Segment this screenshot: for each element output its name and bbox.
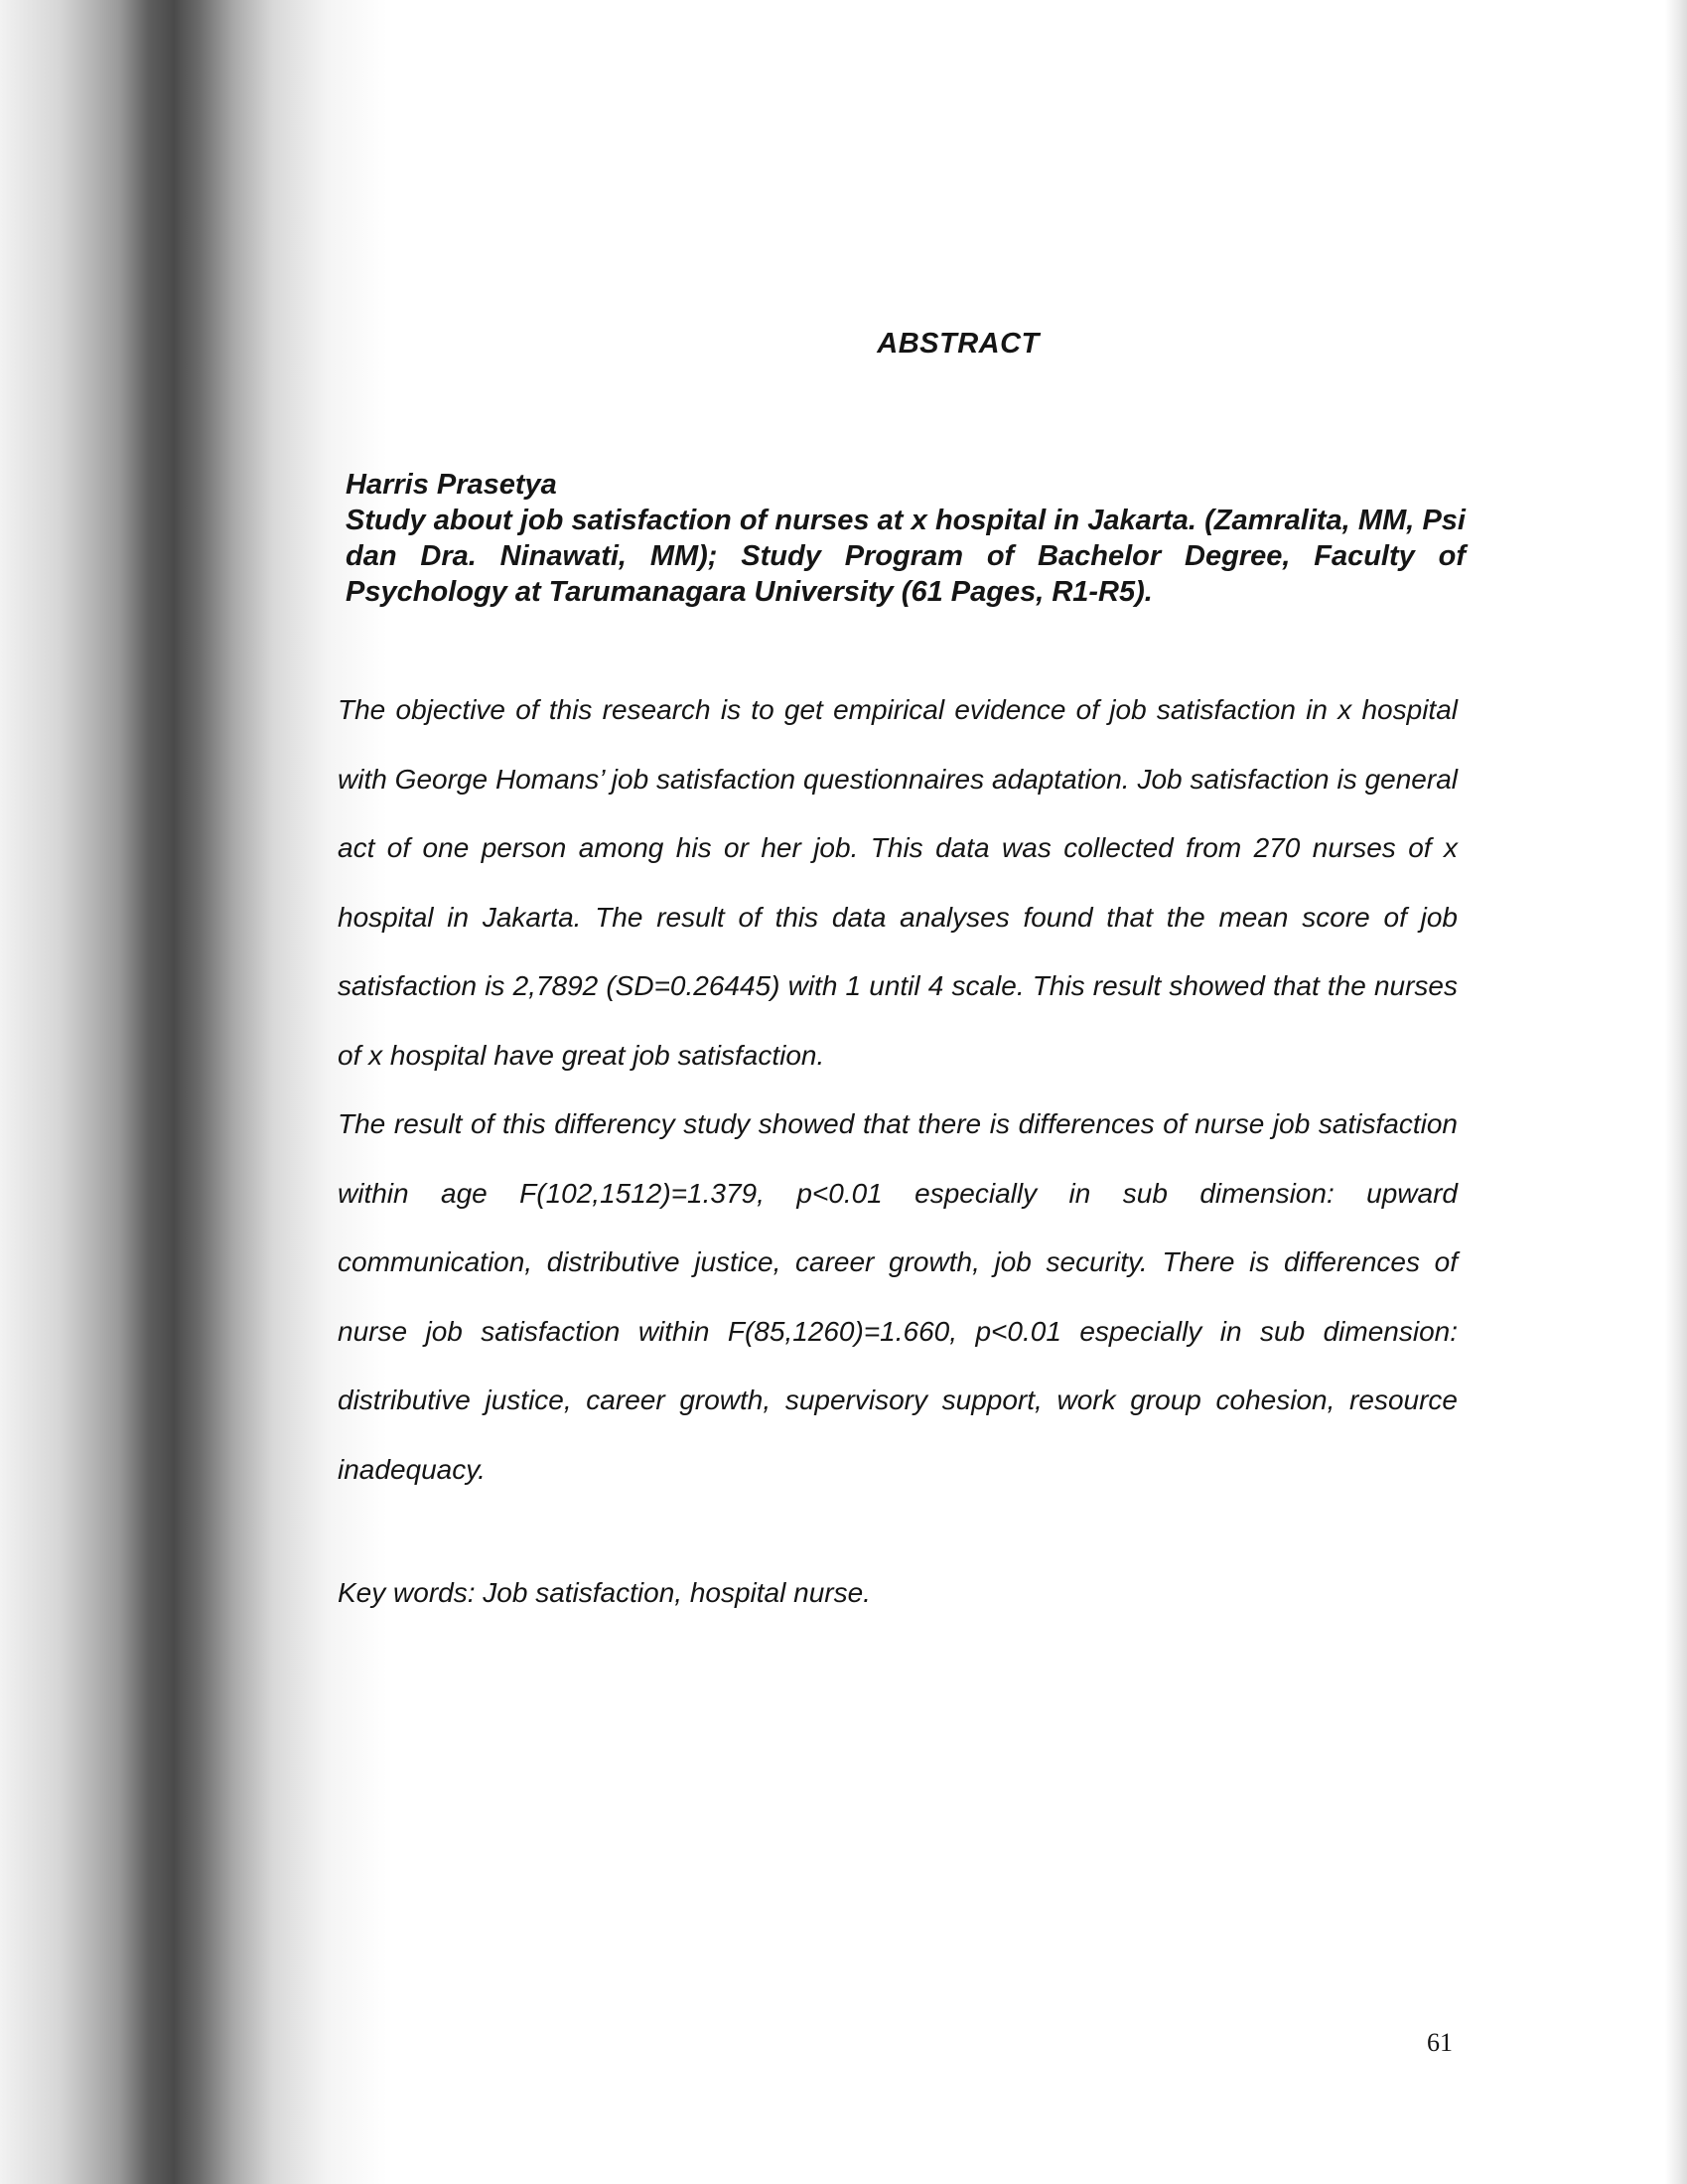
author-name: Harris Prasetya [346, 469, 557, 501]
abstract-heading: ABSTRACT [877, 328, 1040, 360]
keywords: Key words: Job satisfaction, hospital nurse. [338, 1577, 871, 1608]
abstract-paragraph: The objective of this research is to get empirical evidence of job satisfaction in x hospital with George Homans’ job satisfaction questionnaires adaptation. Job satisfaction is general act of one person among his or her job. This data was collected from 270 nurses of x hospital in Jakarta. The result of this data analyses found that the mean score of job satisfaction is 2,7892 (SD=0.26445) with 1 until 4 scale. This result showed that the nurses of x hospital have great job satisfaction. [338, 694, 1458, 1071]
binding-shadow [0, 0, 387, 2184]
page-number: 61 [1427, 2028, 1453, 2057]
thesis-citation: Study about job satisfaction of nurses at x hospital in Jakarta. (Zamralita, MM, Psi dan Dra. Ninawati, MM); Study Program of Bachelor Degree, Faculty of Psychology at Tarumanagara University (61 Pages, R1-R5). [346, 505, 1466, 608]
page-content [338, 0, 1466, 2184]
abstract-header [346, 467, 1466, 610]
page-edge-shadow [1665, 0, 1687, 2184]
abstract-body [338, 675, 1458, 1504]
abstract-paragraph: The result of this differency study showed that there is differences of nurse job satisfaction within age F(102,1512)=1.379, p<0.01 especially in sub dimension: upward communication, distributive justice, career growth, job security. There is differences of nurse job satisfaction within F(85,1260)=1.660, p<0.01 especially in sub dimension: distributive justice, career growth, supervisory support, work group cohesion, resource inadequacy. [338, 1108, 1458, 1485]
